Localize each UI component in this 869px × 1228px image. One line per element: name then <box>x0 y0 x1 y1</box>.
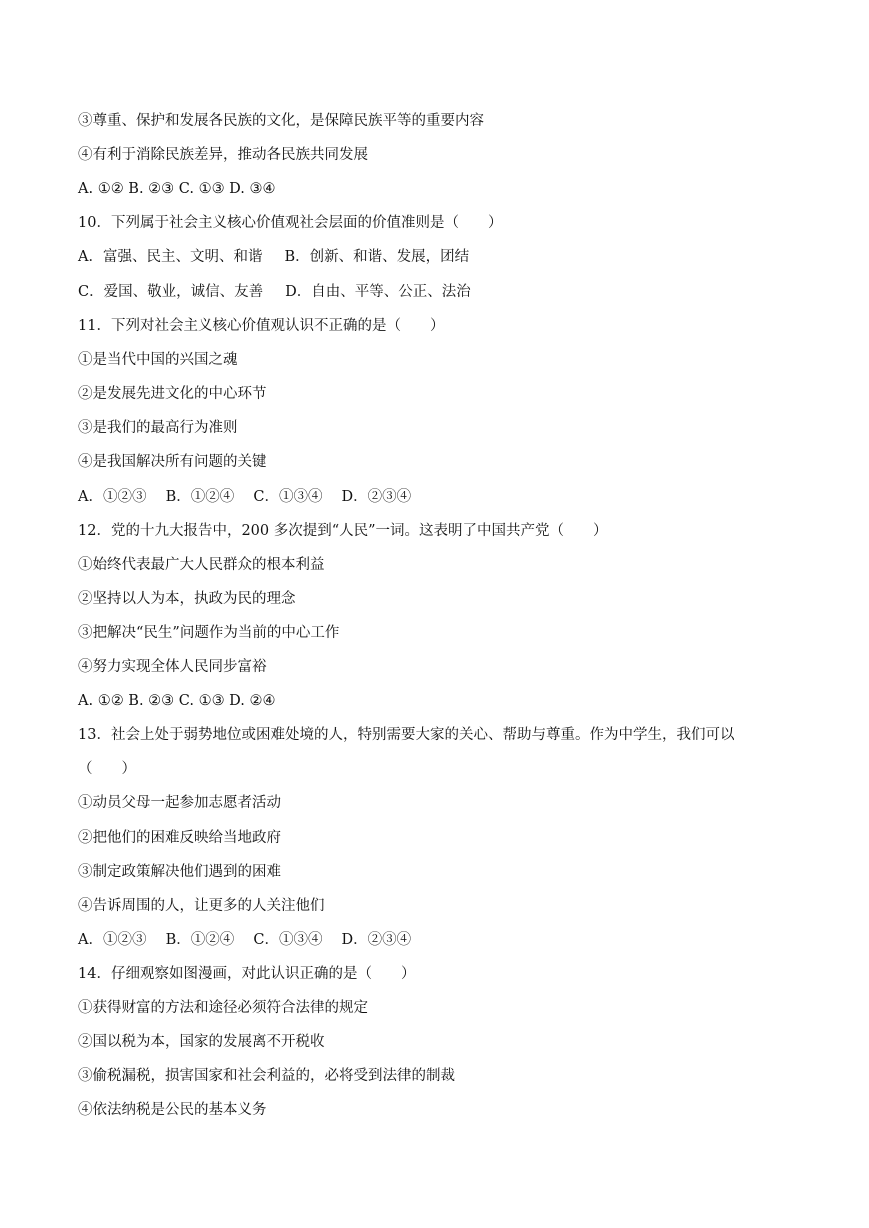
question-11: 11．下列对社会主义核心价值观认识不正确的是（ ） <box>78 318 445 334</box>
options-row <box>78 247 829 267</box>
question-10: 10．下列属于社会主义核心价值观社会层面的价值准则是（ ） <box>78 215 503 231</box>
statement: ④是我国解决所有问题的关键 <box>78 454 267 470</box>
statement: ③是我们的最高行为准则 <box>78 420 238 436</box>
statement: ②是发展先进文化的中心环节 <box>78 386 267 402</box>
option-d: D．自由、平等、公正、法治 <box>285 284 471 300</box>
statement: ③把解决“民生”问题作为当前的中心工作 <box>78 625 340 641</box>
statement: ②国以税为本，国家的发展离不开税收 <box>78 1034 325 1050</box>
text-line: ③尊重、保护和发展各民族的文化，是保障民族平等的重要内容 <box>78 113 484 129</box>
options-row <box>78 282 829 302</box>
statement: ①获得财富的方法和途径必须符合法律的规定 <box>78 1000 368 1016</box>
answer-options: A. ①② B. ②③ C. ①③ D. ③④ <box>78 181 276 197</box>
statement: ③偷税漏税，损害国家和社会利益的，必将受到法律的制裁 <box>78 1068 455 1084</box>
statement: ④依法纳税是公民的基本义务 <box>78 1102 267 1118</box>
option-c: C．爱国、敬业，诚信、友善 <box>78 284 264 300</box>
statement: ②把他们的困难反映给当地政府 <box>78 830 281 846</box>
question-12: 12．党的十九大报告中，200 多次提到“人民”一词。这表明了中国共产党（ ） <box>78 523 608 539</box>
statement: ③制定政策解决他们遇到的困难 <box>78 864 281 880</box>
statement: ①是当代中国的兴国之魂 <box>78 352 238 368</box>
option-a: A．富强、民主、文明、和谐 <box>78 249 263 265</box>
answer-options: A．①②③ B．①②④ C．①③④ D．②③④ <box>78 489 412 505</box>
statement: ④告诉周围的人，让更多的人关注他们 <box>78 898 325 914</box>
statement: ④努力实现全体人民同步富裕 <box>78 659 267 675</box>
answer-options: A. ①② B. ②③ C. ①③ D. ②④ <box>78 693 276 709</box>
question-13-continuation: （ ） <box>78 761 136 777</box>
question-14: 14．仔细观察如图漫画，对此认识正确的是（ ） <box>78 966 416 982</box>
option-b: B．创新、和谐、发展，团结 <box>284 249 470 265</box>
text-line: ④有利于消除民族差异，推动各民族共同发展 <box>78 147 368 163</box>
statement: ②坚持以人为本，执政为民的理念 <box>78 591 296 607</box>
statement: ①动员父母一起参加志愿者活动 <box>78 795 281 811</box>
answer-options: A．①②③ B．①②④ C．①③④ D．②③④ <box>78 932 412 948</box>
question-13: 13．社会上处于弱势地位或困难处境的人，特别需要大家的关心、帮助与尊重。作为中学生，我们可以 <box>78 727 735 743</box>
statement: ①始终代表最广大人民群众的根本利益 <box>78 557 325 573</box>
